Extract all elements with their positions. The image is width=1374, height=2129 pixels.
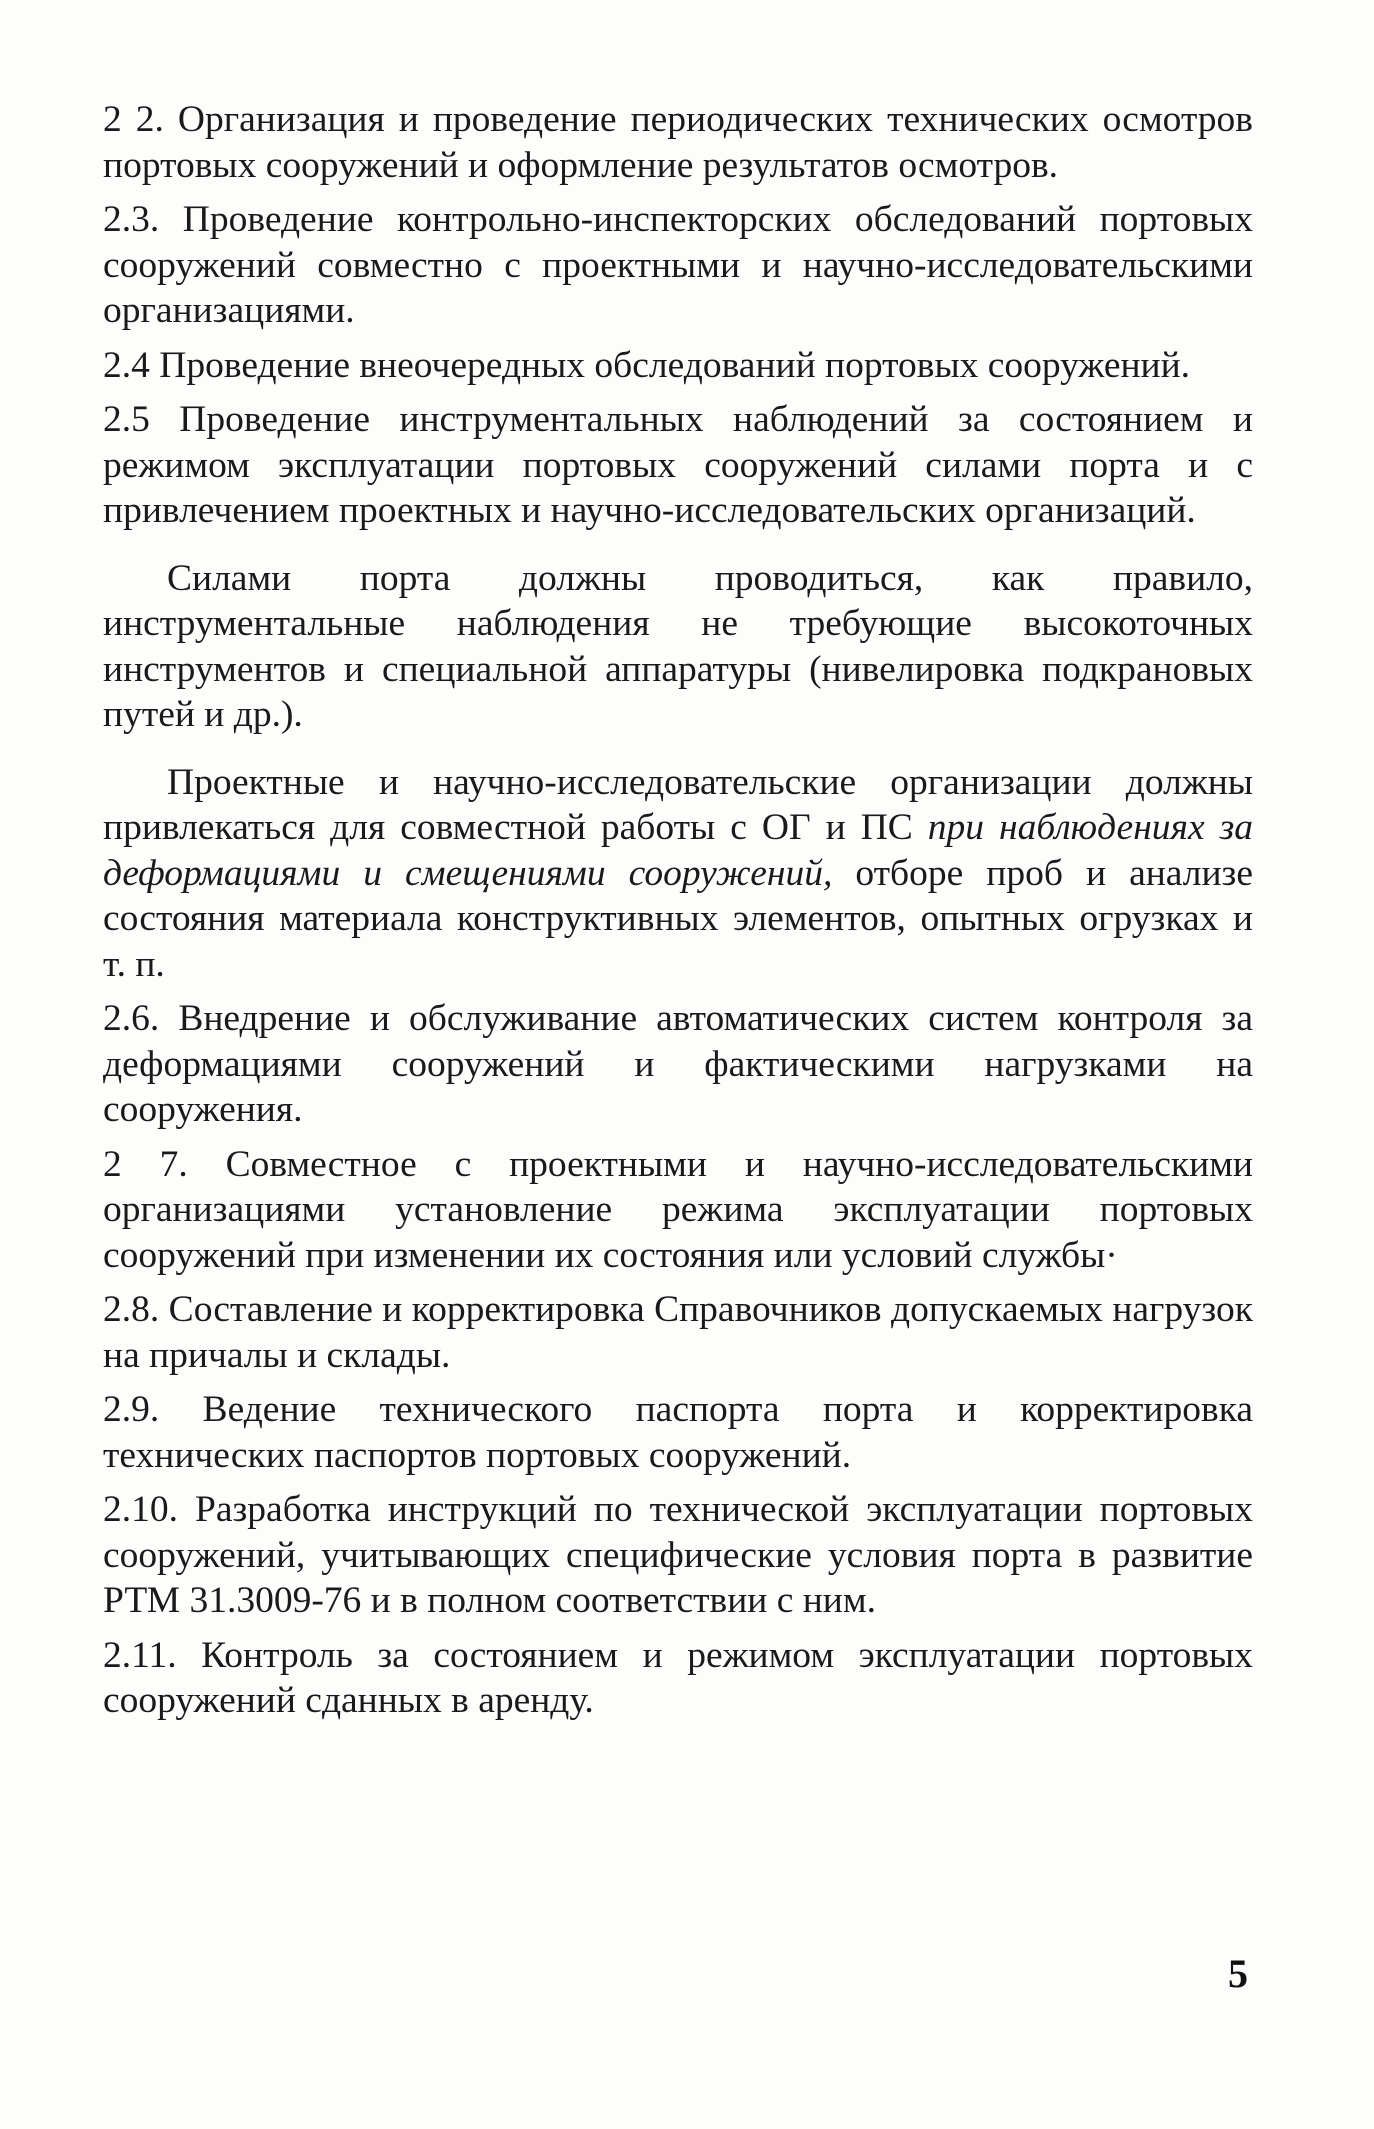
paragraph-2-8: 2.8. Составление и корректировка Справочников допускаемых нагрузок на причалы и склады. (103, 1289, 1253, 1376)
paragraph-2-11: 2.11. Контроль за состоянием и режимом эксплуатации портовых сооружений сданных в аренду. (103, 1634, 1253, 1721)
body-text (103, 97, 1253, 1733)
paragraph-2-7: 2 7. Совместное с проектными и научно-исследовательскими организациями установление режима эксплуатации портовых сооружений при изменении их состояния или условий службы· (103, 1143, 1253, 1276)
paragraph-2-10: 2.10. Разработка инструкций по технической эксплуатации портовых сооружений, учитывающих специфические условия порта в развитие РТМ 31.3009-76 и в полном соответствии с ним. (103, 1489, 1253, 1621)
paragraph-note-port-forces: Силами порта должны проводиться, как правило, инструментальные наблюдения не требующие высокоточных инструментов и специальной аппаратуры (нивелировка подкрановых путей и др.). (103, 557, 1253, 735)
paragraph-2-4: 2.4 Проведение внеочередных обследований портовых сооружений. (103, 344, 1191, 386)
note-text-end: отборе проб и анализе состояния материала конструктивных элементов, опытных огрузках и т. п. (103, 852, 1253, 985)
paragraph-2-5: 2.5 Проведение инструментальных наблюдений за состоянием и режимом эксплуатации портовых сооружений силами порта и с привлечением проектных и научно-исследовательских организаций. (103, 399, 1253, 531)
paragraph-note-research-orgs (103, 760, 1253, 988)
paragraph-2-2: 2 2. Организация и проведение периодических технических осмотров портовых сооружений и оформление результатов осмотров. (103, 99, 1253, 186)
note-text-start: Проектные и научно-исследовательские организации должны привлекаться для совместной работы с ОГ и ПС (103, 761, 1253, 848)
page-number: 5 (1228, 1951, 1248, 1996)
paragraph-2-6: 2.6. Внедрение и обслуживание автоматических систем контроля за деформациями сооружений и фактическими нагрузками на сооружения. (103, 998, 1253, 1130)
paragraph-2-9: 2.9. Ведение технического паспорта порта и корректировка технических паспортов портовых сооружений. (103, 1389, 1253, 1476)
note-text-italic: при наблюдениях за деформациями и смещениями сооружений, (103, 807, 1254, 894)
paragraph-2-3: 2.3. Проведение контрольно-инспекторских обследований портовых сооружений совместно с проектными и научно-исследовательскими организациями. (103, 199, 1253, 331)
